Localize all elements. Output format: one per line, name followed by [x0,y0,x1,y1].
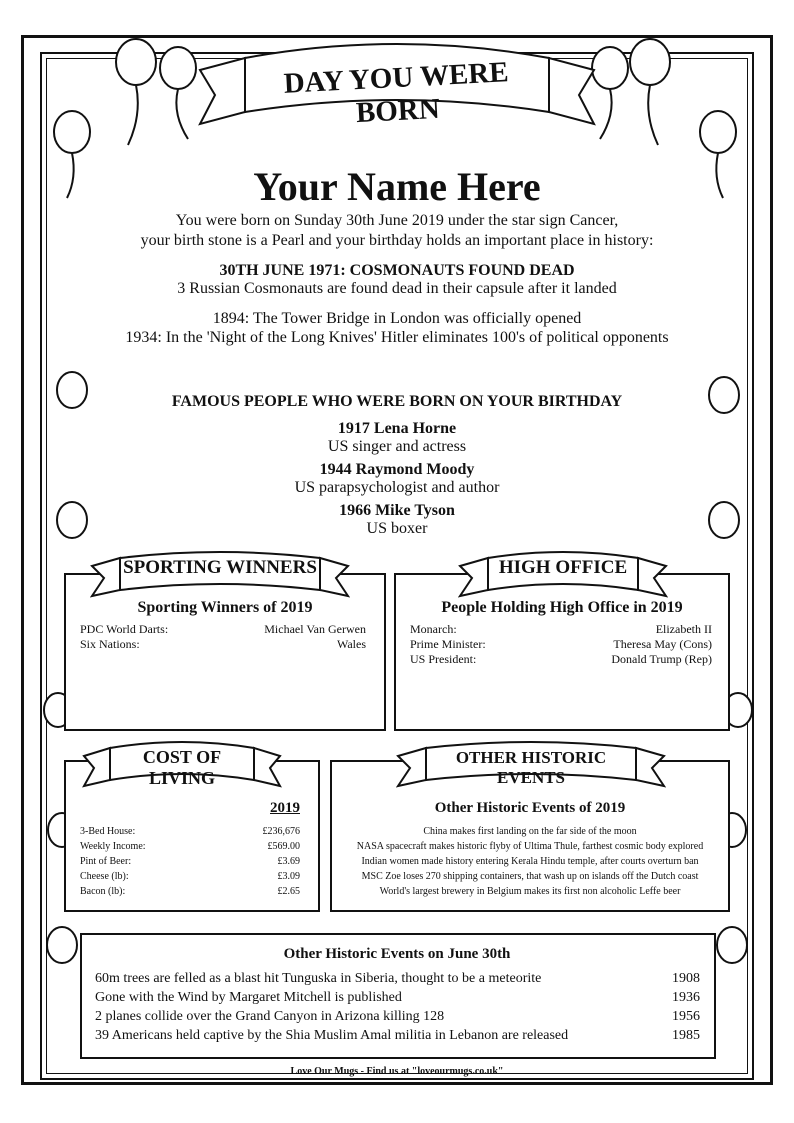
sporting-row [80,622,366,637]
other-events-banner-title: OTHER HISTORIC EVENTS [455,748,607,787]
event-year: 1936 [672,990,700,1005]
famous-person-desc: US boxer [366,520,428,537]
row-value: £236,676 [262,826,300,837]
event-year: 1956 [672,1009,700,1024]
event-text: Gone with the Wind by Margaret Mitchell is published [95,990,402,1005]
balloon-icon [160,47,196,139]
famous-person-name: 1966 Mike Tyson [339,502,455,519]
famous-person-desc: US parapsychologist and author [294,479,500,496]
intro-line: You were born on Sunday 30th June 2019 under the star sign Cancer, [175,212,619,229]
row-label: Monarch: [410,622,457,636]
row-value: Michael Van Gerwen [264,622,366,636]
row-value: Wales [336,637,366,651]
other-event-item: China makes first landing on the far side of the moon [423,826,637,837]
row-value: Elizabeth II [655,622,712,636]
row-label: Cheese (lb): [80,871,129,882]
cost-row [80,856,300,867]
row-value: £2.65 [277,886,300,897]
event-text: 2 planes collide over the Grand Canyon in Arizona killing 128 [95,1009,445,1024]
row-value: Donald Trump (Rep) [611,652,712,666]
intro-text [40,211,754,251]
sporting-row [80,637,366,652]
other-event-item: MSC Zoe loses 270 shipping containers, that wash up on islands off the Dutch coast [361,871,699,882]
row-label: Weekly Income: [80,841,146,852]
cost-banner-title: COST OF LIVING [142,747,222,788]
row-value: £3.69 [277,856,300,867]
headline-description: 3 Russian Cosmonauts are found dead in their capsule after it landed [177,280,617,297]
row-label: 3-Bed House: [80,826,136,837]
sporting-title: Sporting Winners of 2019 [137,599,313,616]
event-text: 60m trees are felled as a blast hit Tunguska in Siberia, thought to be a meteorite [95,971,542,986]
balloon-icon [592,47,628,139]
june30-event-row [95,1028,700,1044]
other-event-item: World's largest brewery in Belgium makes its first non alcoholic Leffe beer [379,886,681,897]
row-label: Prime Minister: [410,637,486,651]
other-event-item: Indian women made history entering Kerala Hindu temple, after courts overturn ban [361,856,699,867]
cost-row [80,871,300,882]
high-office-row [410,637,712,652]
cost-row [80,841,300,852]
high-office-row [410,652,712,667]
cost-row [80,826,300,837]
row-value: £569.00 [267,841,300,852]
famous-section-title: FAMOUS PEOPLE WHO WERE BORN ON YOUR BIRTHDAY [171,393,623,410]
high-office-row [410,622,712,637]
footer-text: Love Our Mugs - Find us at "loveourmugs.co.uk" [290,1066,504,1077]
page-title: Your Name Here [253,164,541,209]
famous-person-name: 1944 Raymond Moody [319,461,475,478]
row-label: Bacon (lb): [80,886,126,897]
june30-event-row [95,990,700,1006]
event-year: 1908 [672,971,700,986]
balloon-icon [116,39,156,145]
event-text: 39 Americans held captive by the Shia Muslim Amal militia in Lebanon are released [95,1028,569,1043]
other-events-title: Other Historic Events of 2019 [434,800,626,816]
headline-title: 30TH JUNE 1971: COSMONAUTS FOUND DEAD [219,262,575,279]
intro-line: your birth stone is a Pearl and your birthday holds an important place in history: [140,232,654,249]
event-year: 1985 [672,1028,700,1043]
row-label: PDC World Darts: [80,622,169,636]
june30-event-row [95,971,700,987]
row-label: Pint of Beer: [80,856,132,867]
june30-event-row [95,1009,700,1025]
cost-year: 2019 [270,800,300,816]
sporting-banner-title: SPORTING WINNERS [123,557,317,578]
famous-person-name: 1917 Lena Horne [337,420,457,437]
famous-person-desc: US singer and actress [327,438,467,455]
row-value: Theresa May (Cons) [613,637,712,651]
high-office-title: People Holding High Office in 2019 [441,599,683,616]
june30-title: Other Historic Events on June 30th [283,946,511,962]
balloon-icon [630,39,670,145]
other-event-item: NASA spacecraft makes historic flyby of Ultima Thule, farthest cosmic body explored [356,841,704,852]
banner-title: DAY YOU WERE BORN [282,56,510,130]
high-office-banner-title: HIGH OFFICE [498,557,628,578]
row-label: Six Nations: [80,637,140,651]
history-line: 1894: The Tower Bridge in London was officially opened [212,310,582,327]
row-label: US President: [410,652,477,666]
cost-row [80,886,300,897]
history-line: 1934: In the 'Night of the Long Knives' Hitler eliminates 100's of political opponents [125,329,669,346]
row-value: £3.09 [277,871,300,882]
